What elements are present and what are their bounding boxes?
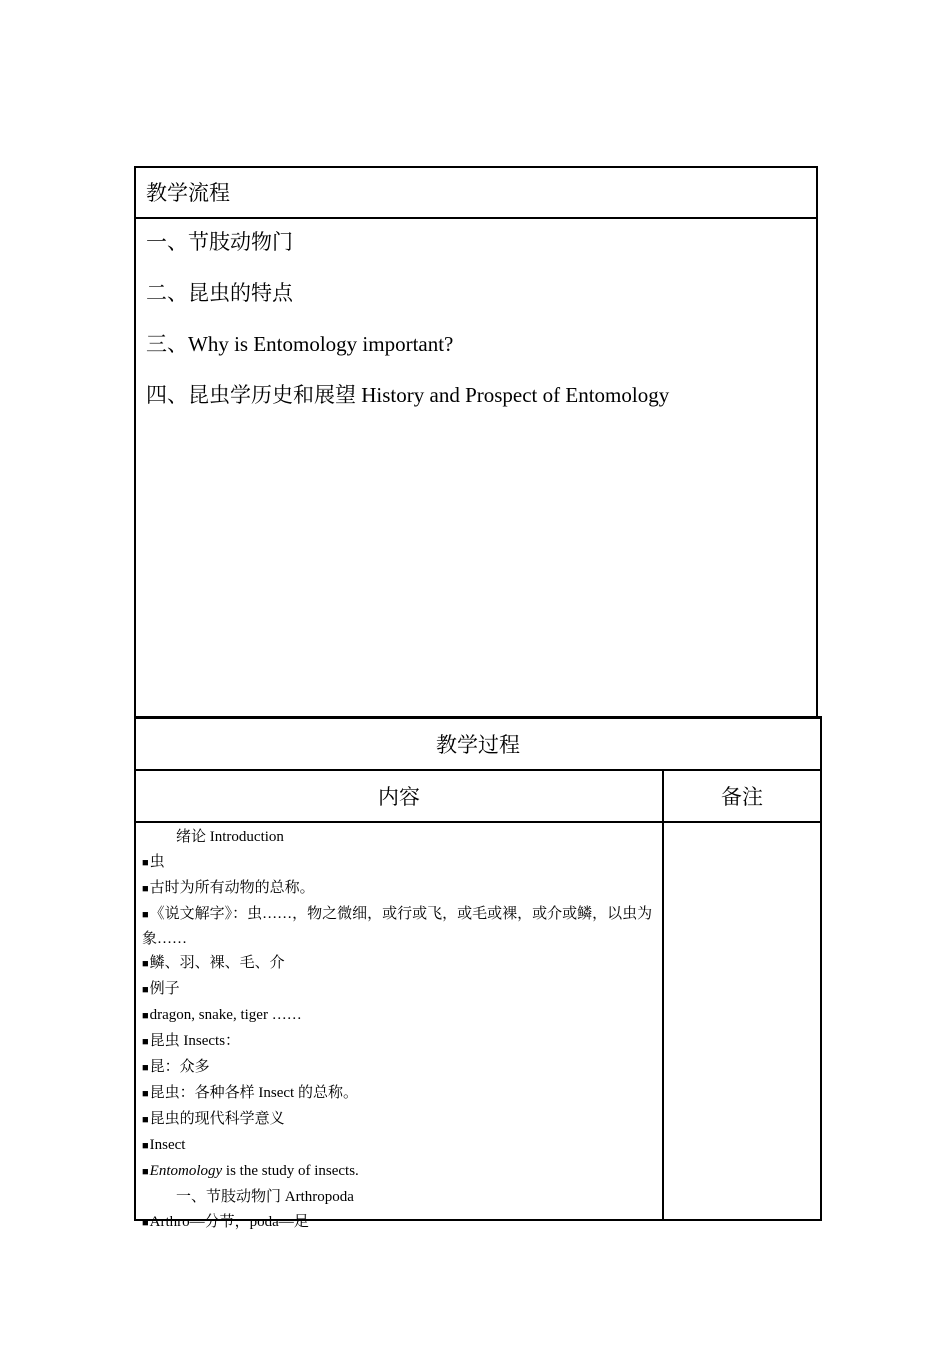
content-header-label: 内容: [378, 785, 420, 809]
content-line: ■Insect: [142, 1137, 186, 1153]
teaching-flow-table: [134, 166, 818, 718]
bullet-icon: ■: [142, 1062, 149, 1074]
bullet-icon: ■: [142, 857, 149, 869]
bullet-icon: ■: [142, 1114, 149, 1126]
bullet-icon: ■: [142, 909, 149, 921]
content-line: ■昆虫的现代科学意义: [142, 1111, 285, 1127]
teaching-flow-header: [136, 168, 816, 219]
content-line: ■《说文解字》：虫……，物之微细，或行或飞，或毛或裸，或介或鳞，以虫为象……: [142, 906, 653, 947]
notes-header-label: 备注: [721, 785, 763, 809]
bullet-icon: ■: [142, 1140, 149, 1152]
content-line: ■古时为所有动物的总称。: [142, 880, 315, 896]
bullet-icon: ■: [142, 958, 149, 970]
content-line: 绪论 Introduction: [176, 829, 284, 845]
flow-item: 三、Why is Entomology important?: [146, 332, 454, 356]
notes-column-header: [664, 771, 820, 821]
content-line: ■昆虫：各种各样 Insect 的总称。: [142, 1085, 358, 1101]
teaching-process-title: 教学过程: [436, 733, 520, 757]
entomology-term: Entomology: [149, 1163, 223, 1179]
bullet-icon: ■: [142, 883, 149, 895]
bullet-icon: ■: [142, 1036, 149, 1048]
bullet-icon: ■: [142, 1217, 149, 1229]
bullet-icon: ■: [142, 1088, 149, 1100]
content-line: ■鳞、羽、裸、毛、介: [142, 955, 285, 971]
content-line: ■Arthro—分节，poda—足: [142, 1214, 309, 1230]
content-line: ■例子: [142, 981, 180, 997]
content-line: 一、节肢动物门 Arthropoda: [176, 1189, 354, 1205]
content-line: ■Entomology is the study of insects.: [142, 1163, 359, 1179]
bullet-icon: ■: [142, 984, 149, 996]
teaching-process-title-row: [136, 719, 820, 771]
content-line: ■昆虫 Insects：: [142, 1033, 241, 1049]
content-line: ■dragon, snake, tiger ……: [142, 1007, 302, 1023]
teaching-flow-title: 教学流程: [146, 181, 230, 205]
flow-item: 一、节肢动物门: [146, 230, 293, 254]
content-cell: [142, 825, 658, 1236]
column-header-row: [136, 771, 820, 823]
teaching-flow-list: [146, 230, 669, 434]
content-column-header: [136, 771, 662, 821]
flow-item: 四、昆虫学历史和展望 History and Prospect of Entomology: [146, 383, 670, 407]
bullet-icon: ■: [142, 1166, 149, 1178]
content-line: ■虫: [142, 854, 165, 870]
flow-item: 二、昆虫的特点: [146, 281, 293, 305]
teaching-process-table: [134, 716, 822, 1230]
column-divider: [662, 771, 664, 1219]
bullet-icon: ■: [142, 1010, 149, 1022]
content-line: ■昆：众多: [142, 1059, 210, 1075]
